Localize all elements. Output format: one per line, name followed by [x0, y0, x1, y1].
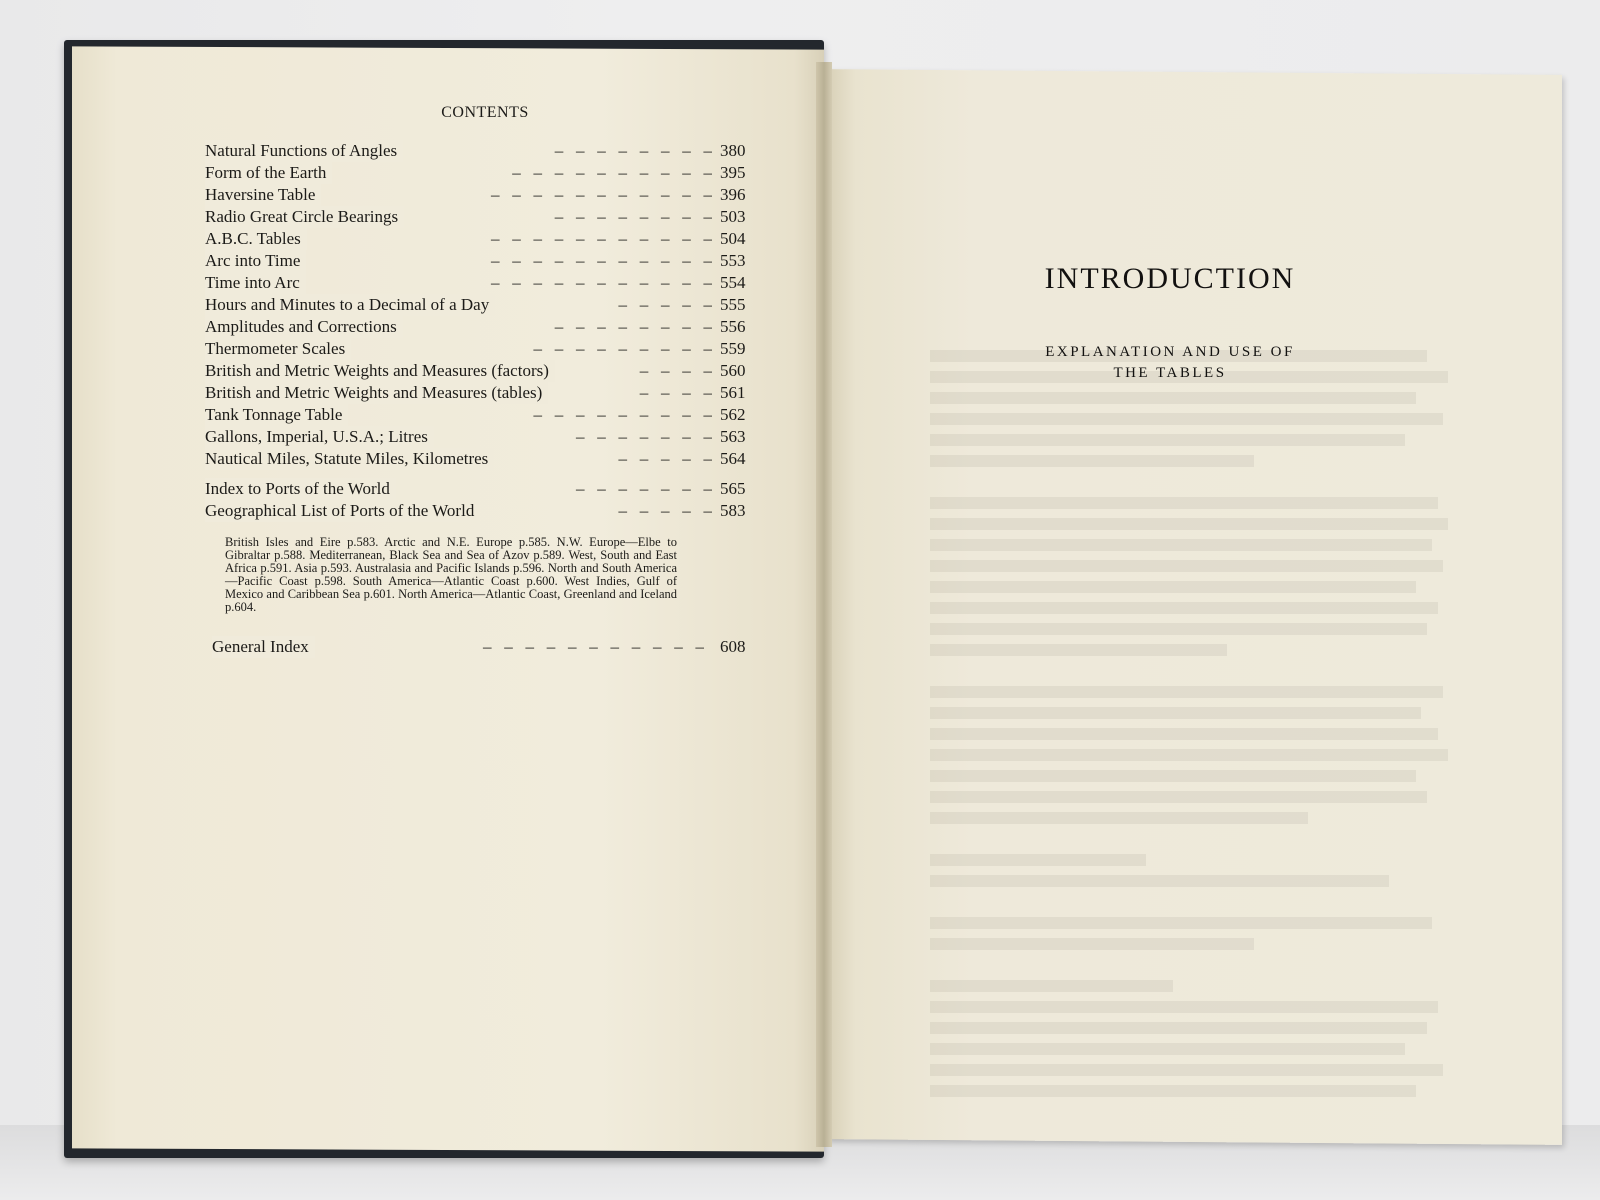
toc-entry-page: 555 — [720, 295, 746, 314]
toc-entry: – – – – – – – – – – – A.B.C. Tables 504 — [205, 228, 760, 250]
toc-entry-title: General Index — [212, 636, 315, 658]
toc-entry-title: Amplitudes and Corrections — [205, 316, 403, 338]
toc-entry: – – – – – – – – – Tank Tonnage Table 562 — [205, 404, 760, 426]
toc-entry-page: 554 — [720, 273, 746, 292]
toc-entry-title: Natural Functions of Angles — [205, 140, 403, 162]
subtitle-line: EXPLANATION AND USE OF — [1045, 344, 1295, 360]
show-through-text — [930, 350, 1470, 1106]
toc-entry-page: 563 — [720, 427, 746, 446]
toc-entry: – – – – – – – Index to Ports of the World 565 — [205, 478, 760, 500]
toc-entry-title: A.B.C. Tables — [205, 228, 307, 250]
toc-entry: – – – – – Geographical List of Ports of the World 583 — [205, 500, 760, 522]
toc-entry-title: Index to Ports of the World — [205, 478, 396, 500]
toc-entry-title: British and Metric Weights and Measures (tables) — [205, 382, 548, 404]
contents-heading: CONTENTS — [441, 104, 529, 121]
ports-regions-note: British Isles and Eire p.583. Arctic and N.E. Europe p.585. N.W. Europe—Elbe to Gibraltar p.588. Mediterranean, Black Sea and Sea of Azov p.589. West, South and East Africa p.591. Asia p.593. Australasia and Pacific Islands p.596. North and South America—Pacific Coast p.598. South America—Atlantic Coast p.600. West Indies, Gulf of Mexico and Caribbean Sea p.601. North America—Atlantic Coast, Greenland and Iceland p.604. — [225, 535, 677, 614]
toc-entry-page: 564 — [720, 449, 746, 468]
toc-entry-page: 560 — [720, 361, 746, 380]
toc-entry-title: Thermometer Scales — [205, 338, 351, 360]
toc-entry: – – – – British and Metric Weights and Measures (tables) 561 — [205, 382, 760, 404]
toc-entry-page: 562 — [720, 405, 746, 424]
toc-entry-page: 583 — [720, 501, 746, 520]
toc-entry-title: Haversine Table — [205, 184, 321, 206]
toc-entry-title: Arc into Time — [205, 250, 306, 272]
toc-entry-page: 504 — [720, 229, 746, 248]
toc-entry: – – – – – – – – – – – Haversine Table 396 — [205, 184, 760, 206]
toc-entry: – – – – – – – – Amplitudes and Corrections 556 — [205, 316, 760, 338]
introduction-title: INTRODUCTION — [1044, 262, 1296, 295]
toc-entry: – – – – – – – – – – Form of the Earth 395 — [205, 162, 760, 184]
toc-entry-page: 608 — [720, 637, 746, 656]
toc-entry-title: Form of the Earth — [205, 162, 332, 184]
introduction-subtitle — [1000, 342, 1340, 384]
toc-entry-page: 553 — [720, 251, 746, 270]
toc-entry-title: Geographical List of Ports of the World — [205, 500, 480, 522]
book-gutter — [816, 62, 832, 1147]
toc-entry-page: 559 — [720, 339, 746, 358]
toc-entry-page: 503 — [720, 207, 746, 226]
toc-entry-title: Tank Tonnage Table — [205, 404, 348, 426]
toc-entry: – – – – – – – – – Thermometer Scales 559 — [205, 338, 760, 360]
toc-entry: – – – – – Nautical Miles, Statute Miles, Kilometres 564 — [205, 448, 760, 470]
toc-entry-page: 395 — [720, 163, 746, 182]
toc-entry-title: Hours and Minutes to a Decimal of a Day — [205, 294, 495, 316]
toc-entry-general-index: – – – – – – – – – – – General Index 608 — [212, 636, 760, 658]
toc-entry-title: British and Metric Weights and Measures (factors) — [205, 360, 555, 382]
table-of-contents — [205, 140, 760, 522]
toc-entry: – – – – – – – Gallons, Imperial, U.S.A.; Litres 563 — [205, 426, 760, 448]
toc-entry: – – – – British and Metric Weights and Measures (factors) 560 — [205, 360, 760, 382]
toc-entry-page: 561 — [720, 383, 746, 402]
toc-entry-page: 556 — [720, 317, 746, 336]
toc-entry-title: Time into Arc — [205, 272, 306, 294]
toc-entry-page: 396 — [720, 185, 746, 204]
subtitle-line: THE TABLES — [1113, 365, 1227, 381]
toc-entry-title: Radio Great Circle Bearings — [205, 206, 404, 228]
toc-entry-title: Gallons, Imperial, U.S.A.; Litres — [205, 426, 434, 448]
toc-entry-page: 380 — [720, 141, 746, 160]
toc-entry-title: Nautical Miles, Statute Miles, Kilometres — [205, 448, 494, 470]
toc-entry: – – – – – – – – Radio Great Circle Bearings 503 — [205, 206, 760, 228]
toc-entry: – – – – – – – – – – – Time into Arc 554 — [205, 272, 760, 294]
toc-entry: – – – – – Hours and Minutes to a Decimal of a Day 555 — [205, 294, 760, 316]
toc-entry: – – – – – – – – Natural Functions of Angles 380 — [205, 140, 760, 162]
toc-entry: – – – – – – – – – – – Arc into Time 553 — [205, 250, 760, 272]
toc-entry-page: 565 — [720, 479, 746, 498]
